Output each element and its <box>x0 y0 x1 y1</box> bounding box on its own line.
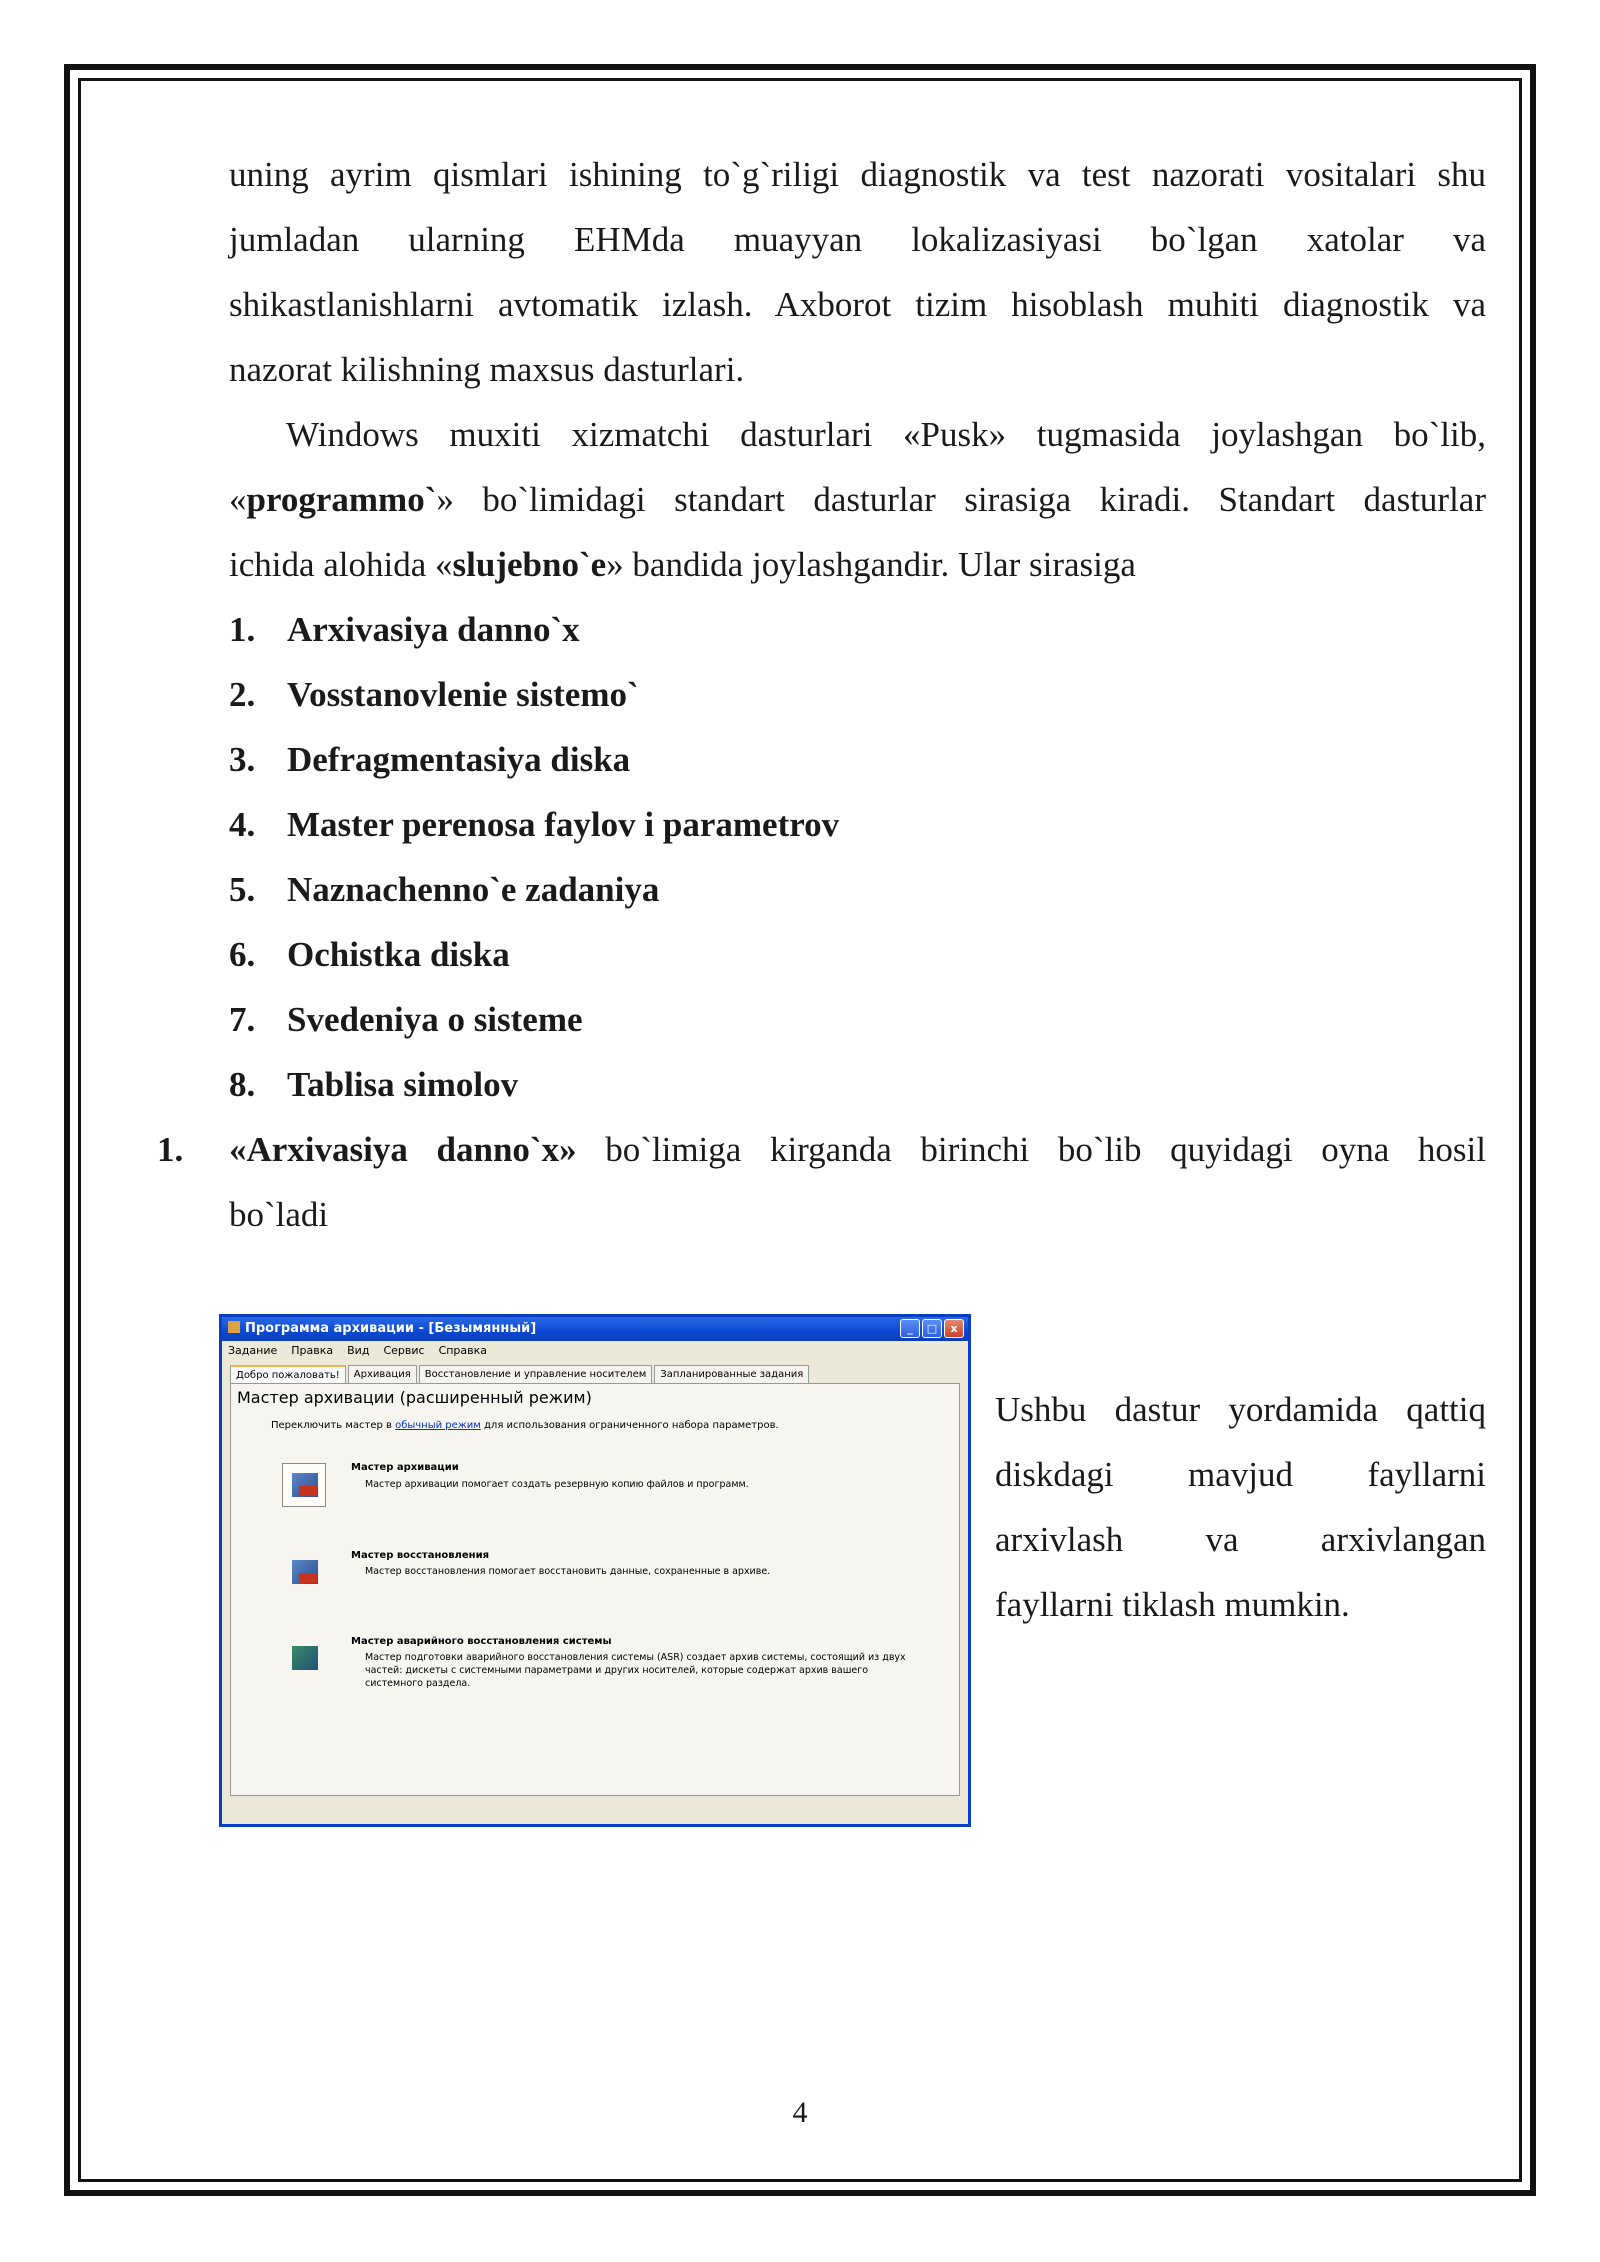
menu-item-edit[interactable]: Правка <box>291 1344 334 1357</box>
utilities-list <box>229 597 1486 1117</box>
list-label: Vosstanovlenie sistemo` <box>287 675 639 714</box>
tab-schedule[interactable]: Запланированные задания <box>654 1365 809 1383</box>
paragraph-1 <box>229 142 1486 402</box>
asr-wizard-icon <box>292 1646 318 1670</box>
backup-wizard-desc: Мастер архивации помогает создать резервную копию файлов и программ. <box>365 1479 749 1490</box>
welcome-panel <box>230 1383 960 1796</box>
list-item <box>229 987 1486 1052</box>
paragraph-text: ichida alohida « <box>229 545 453 584</box>
list-label: Tablisa simolov <box>287 1065 519 1104</box>
paragraph-line <box>229 467 1486 532</box>
list-number: 1. <box>229 610 256 649</box>
quote-open: « <box>229 480 247 519</box>
paragraph-line <box>229 532 1486 597</box>
list-item <box>229 922 1486 987</box>
caption-line: fayllarni tiklash mumkin. <box>995 1585 1350 1624</box>
list-number: 2. <box>229 675 256 714</box>
paragraph-line: Windows muxiti xizmatchi dasturlari «Pusk» tugmasida joylashgan bo`lib, <box>286 415 1486 454</box>
window-controls <box>900 1319 964 1338</box>
tab-strip <box>230 1365 960 1383</box>
paragraph-line: jumladan ularning EHMda muayyan lokalizasiyasi bo`lgan xatolar va <box>229 220 1486 259</box>
icon-accent <box>299 1573 317 1583</box>
panel-heading: Мастер архивации (расширенный режим) <box>237 1388 592 1407</box>
backup-program-screenshot <box>219 1314 971 1827</box>
close-button[interactable]: x <box>944 1319 964 1338</box>
bold-term: «Arxivasiya danno`x» <box>229 1130 577 1169</box>
menu-item-help[interactable]: Справка <box>438 1344 488 1357</box>
bold-term: slujebno`e <box>452 545 607 584</box>
asr-wizard-title: Мастер аварийного восстановления системы <box>351 1636 612 1647</box>
backup-wizard-button[interactable] <box>282 1463 326 1507</box>
list-label: Ochistka diska <box>287 935 510 974</box>
caption-line: arxivlash va arxivlangan <box>995 1520 1486 1559</box>
paragraph-line: shikastlanishlarni avtomatik izlash. Axborot tizim hisoblash muhiti diagnostik va <box>229 285 1486 324</box>
list-label: Master perenosa faylov i parametrov <box>287 805 840 844</box>
bold-term: programmo` <box>246 480 437 519</box>
list-item <box>229 727 1486 792</box>
icon-accent <box>299 1486 317 1496</box>
paragraph-text: » bandida joylashgandir. Ular sirasiga <box>606 545 1136 584</box>
paragraph-line <box>229 1117 1486 1182</box>
hint-text: для использования ограниченного набора параметров. <box>480 1420 779 1431</box>
menu-item-view[interactable]: Вид <box>347 1344 370 1357</box>
list-label: Arxivasiya danno`x <box>287 610 580 649</box>
screenshot-caption <box>995 1377 1486 1637</box>
list-number: 8. <box>229 1065 256 1104</box>
maximize-button[interactable]: □ <box>922 1319 942 1338</box>
basic-mode-link[interactable]: обычный режим <box>395 1420 481 1431</box>
list-item <box>229 597 1486 662</box>
asr-wizard-desc: Мастер подготовки аварийного восстановления системы (ASR) создает архив системы, состоящий из двух частей: дискеты с системными параметрами и других носителей, которые содержат архив вашего системного раздела. <box>365 1652 906 1689</box>
minimize-button[interactable]: _ <box>900 1319 920 1338</box>
backup-wizard-title: Мастер архивации <box>351 1462 459 1473</box>
menu-bar <box>222 1341 968 1361</box>
list-label: Naznachenno`e zadaniya <box>287 870 660 909</box>
paragraph-line: nazorat kilishning maxsus dasturlari. <box>229 350 745 389</box>
tab-backup[interactable]: Архивация <box>348 1365 417 1383</box>
hint-text: Переключить мастер в <box>271 1420 396 1431</box>
paragraph-line: uning ayrim qismlari ishining to`g`riligi diagnostik va test nazorati vositalari shu <box>229 155 1486 194</box>
section-number: 1. <box>157 1130 184 1169</box>
paragraph-line: bo`ladi <box>229 1195 329 1234</box>
backup-app-icon <box>228 1321 240 1333</box>
list-number: 3. <box>229 740 256 779</box>
mode-hint <box>271 1420 779 1431</box>
list-item <box>229 857 1486 922</box>
window-titlebar <box>222 1317 968 1341</box>
tab-restore[interactable]: Восстановление и управление носителем <box>419 1365 653 1383</box>
restore-wizard-desc: Мастер восстановления помогает восстановить данные, сохраненные в архиве. <box>365 1566 771 1577</box>
list-number: 4. <box>229 805 256 844</box>
paragraph-text: » bo`limidagi standart dasturlar sirasiga kiradi. Standart dasturlar <box>436 480 1486 519</box>
list-number: 6. <box>229 935 256 974</box>
paragraph-text: bo`limiga kirganda birinchi bo`lib quyidagi oyna hosil <box>576 1130 1486 1169</box>
list-item <box>229 1052 1486 1117</box>
page-number: 4 <box>792 2096 808 2129</box>
caption-line: Ushbu dastur yordamida qattiq <box>995 1390 1486 1429</box>
list-item <box>229 792 1486 857</box>
list-item <box>229 662 1486 727</box>
restore-wizard-button[interactable] <box>282 1550 326 1594</box>
caption-line: diskdagi mavjud fayllarni <box>995 1455 1486 1494</box>
menu-item-task[interactable]: Задание <box>228 1344 278 1357</box>
restore-wizard-title: Мастер восстановления <box>351 1550 489 1561</box>
section-1-text <box>229 1117 1486 1247</box>
tab-welcome[interactable]: Добро пожаловать! <box>230 1365 346 1383</box>
list-label: Svedeniya o sisteme <box>287 1000 583 1039</box>
list-label: Defragmentasiya diska <box>287 740 631 779</box>
list-number: 7. <box>229 1000 256 1039</box>
list-number: 5. <box>229 870 256 909</box>
paragraph-2 <box>229 402 1486 597</box>
window-title: Программа архивации - [Безымянный] <box>245 1321 537 1336</box>
menu-item-tools[interactable]: Сервис <box>383 1344 425 1357</box>
asr-wizard-button[interactable] <box>282 1636 326 1680</box>
